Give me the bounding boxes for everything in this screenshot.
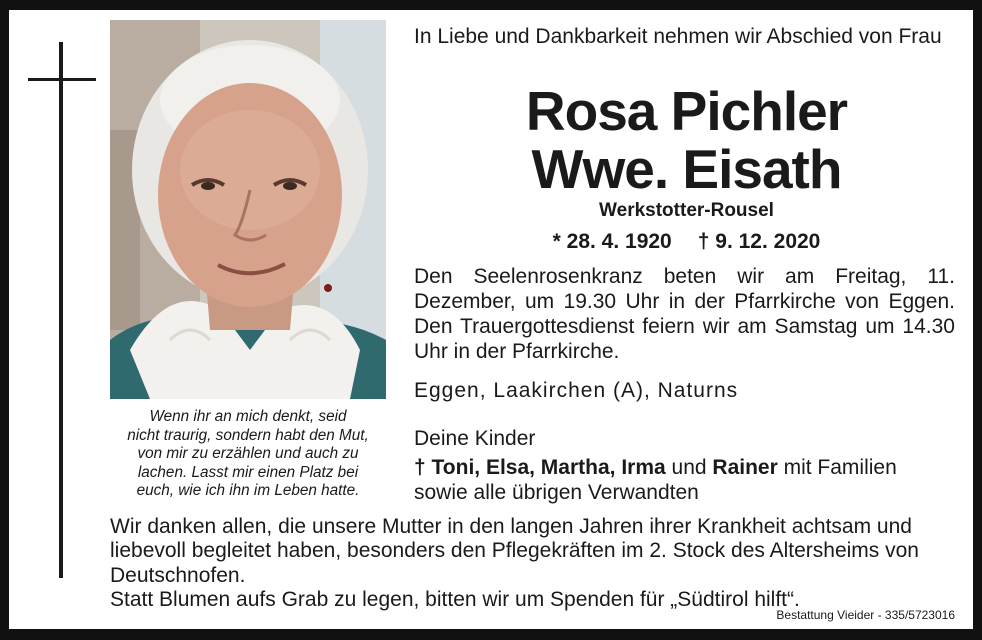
- caption-line: lachen. Lasst mir einen Platz bei: [137, 463, 359, 481]
- family-relatives-line: sowie alle übrigen Verwandten: [414, 481, 699, 504]
- photo-caption: [110, 408, 386, 501]
- deceased-name: [414, 82, 959, 198]
- life-dates: [414, 229, 959, 255]
- birth-date: * 28. 4. 1920: [552, 230, 672, 253]
- service-details: Den Seelenrosenkranz beten wir am Freitag, 11. Dezember, um 19.30 Uhr in der Pfarrkirche von Eggen. Den Trauergottesdienst feiern wir am Samstag um 14.30 Uhr in der Pfarrkirche.: [414, 265, 955, 363]
- caption-line: euch, wie ich ihn im Leben hatte.: [136, 482, 360, 500]
- thanks-section: [110, 515, 955, 613]
- caption-line: von mir zu erzählen und auch zu: [137, 445, 359, 463]
- portrait-illustration: [110, 20, 386, 399]
- deceased-name-line1: Rosa Pichler: [525, 80, 848, 142]
- portrait-photo: [110, 20, 386, 399]
- family-names: [414, 455, 959, 505]
- places: Eggen, Laakirchen (A), Naturns: [414, 379, 739, 402]
- death-date: † 9. 12. 2020: [697, 230, 821, 253]
- cross-horizontal-bar: [28, 78, 96, 81]
- family-children-line: [414, 455, 959, 480]
- children-names: † Toni, Elsa, Martha, Irma: [414, 456, 666, 479]
- intro-text: In Liebe und Dankbarkeit nehmen wir Abschied von Frau: [414, 25, 942, 48]
- birth-name: Werkstotter-Rousel: [599, 200, 774, 221]
- caption-line: Wenn ihr an mich denkt, seid: [149, 408, 347, 425]
- funeral-home-credit: Bestattung Vieider - 335/5723016: [776, 608, 955, 622]
- caption-line: nicht traurig, sondern habt den Mut,: [127, 426, 369, 444]
- children-last-name: Rainer: [712, 456, 778, 479]
- deceased-name-line2: Wwe. Eisath: [531, 138, 842, 200]
- cross-vertical-bar: [59, 42, 63, 578]
- family-and: und: [665, 456, 713, 479]
- donation-text: Statt Blumen aufs Grab zu legen, bitten wir um Spenden für „Südtirol hilft“.: [110, 588, 800, 612]
- family-suffix: mit Familien: [777, 456, 897, 479]
- thanks-text: Wir danken allen, die unsere Mutter in den langen Jahren ihrer Krankheit achtsam und liebevoll begleitet haben, besonders den Pflegekräften im 2. Stock des Altersheims von Deutschnofen.: [110, 515, 919, 587]
- family-label: Deine Kinder: [414, 427, 536, 450]
